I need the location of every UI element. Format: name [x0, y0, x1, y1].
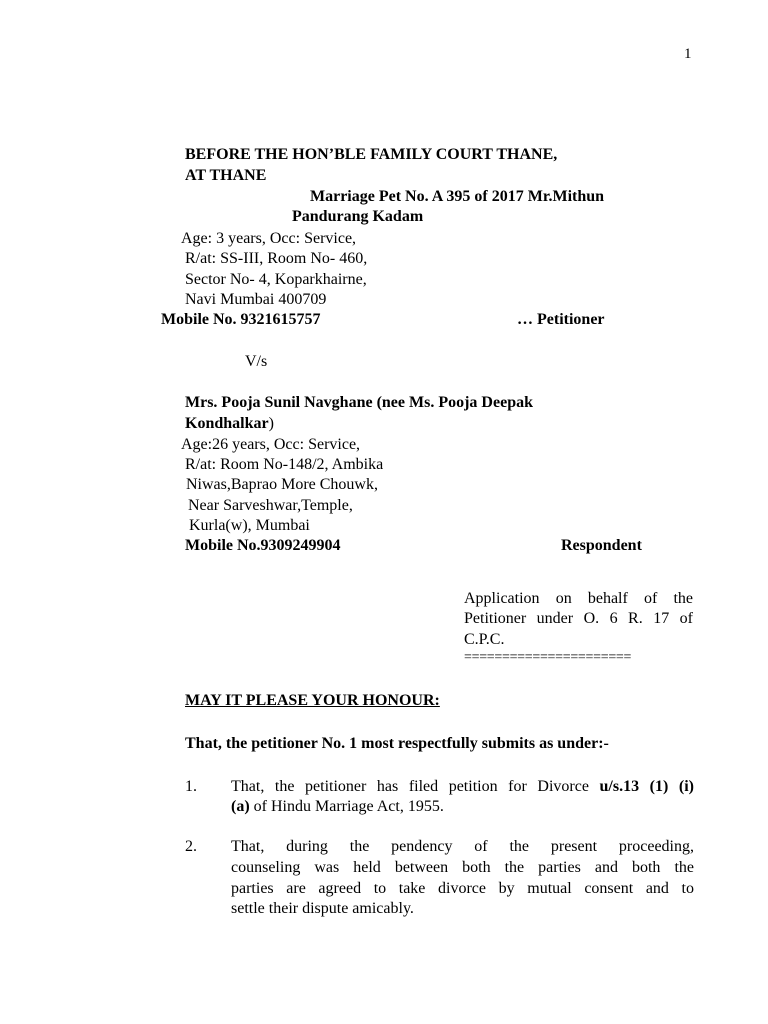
petitioner-role: … Petitioner: [517, 311, 605, 328]
paragraph-1-act: of Hindu Marriage Act, 1955.: [249, 798, 444, 815]
paragraph-2-line3: parties are agreed to take divorce by mutual consent and to: [231, 880, 694, 897]
petition-number-line1: Marriage Pet No. A 395 of 2017 Mr.Mithun: [310, 188, 605, 205]
paragraph-2-line4: settle their dispute amicably.: [231, 900, 414, 917]
respondent-mobile: Mobile No.9309249904: [185, 537, 341, 554]
respondent-address-line2: Niwas,Baprao More Chouwk,: [186, 476, 378, 493]
respondent-address-line1: R/at: Room No-148/2, Ambika: [185, 456, 384, 473]
salutation: MAY IT PLEASE YOUR HONOUR:: [185, 692, 440, 709]
page-number: 1: [684, 46, 692, 62]
versus-label: V/s: [245, 353, 268, 370]
respondent-role: Respondent: [561, 537, 642, 554]
application-line3: C.P.C.: [464, 631, 505, 648]
petitioner-address-line2: Sector No- 4, Koparkhairne,: [185, 271, 367, 288]
petitioner-address-line1: R/at: SS-III, Room No- 460,: [185, 250, 368, 267]
paragraph-1-section: u/s.13 (1) (i): [599, 778, 694, 795]
paragraph-1-line1: [231, 777, 694, 797]
respondent-maiden-surname: Kondhalkar: [185, 415, 269, 432]
petition-number-line2: Pandurang Kadam: [292, 208, 424, 225]
paragraph-2-number: 2.: [185, 838, 197, 855]
application-separator: ======================: [464, 650, 632, 665]
paragraph-2-line1: That, during the pendency of the present proceeding,: [231, 838, 694, 855]
respondent-name-line1: Mrs. Pooja Sunil Navghane (nee Ms. Pooja Deepak: [185, 394, 533, 411]
respondent-name-close: ): [268, 415, 274, 432]
petitioner-mobile: Mobile No. 9321615757: [161, 311, 321, 328]
paragraph-1-number: 1.: [185, 778, 197, 795]
respondent-address-line4: Kurla(w), Mumbai: [189, 517, 310, 534]
court-heading-line1: BEFORE THE HON’BLE FAMILY COURT THANE,: [185, 146, 558, 163]
paragraph-1-line2: [231, 797, 444, 817]
paragraph-1-subsection: (a): [231, 798, 250, 815]
application-line1: Application on behalf of the: [464, 590, 693, 607]
respondent-name-line2: [185, 414, 274, 434]
intro-statement: That, the petitioner No. 1 most respectfully submits as under:-: [185, 735, 609, 752]
court-heading-line2: AT THANE: [185, 167, 267, 184]
application-line2: Petitioner under O. 6 R. 17 of: [464, 610, 693, 627]
paragraph-1-text: That, the petitioner has filed petition for Divorce: [231, 778, 600, 795]
paragraph-2-line2: counseling was held between both the parties and both the: [231, 859, 694, 876]
respondent-age-occupation: Age:26 years, Occ: Service,: [181, 436, 361, 453]
respondent-address-line3: Near Sarveshwar,Temple,: [188, 497, 353, 514]
petitioner-age-occupation: Age: 3 years, Occ: Service,: [181, 230, 357, 247]
petitioner-address-line3: Navi Mumbai 400709: [185, 291, 327, 308]
